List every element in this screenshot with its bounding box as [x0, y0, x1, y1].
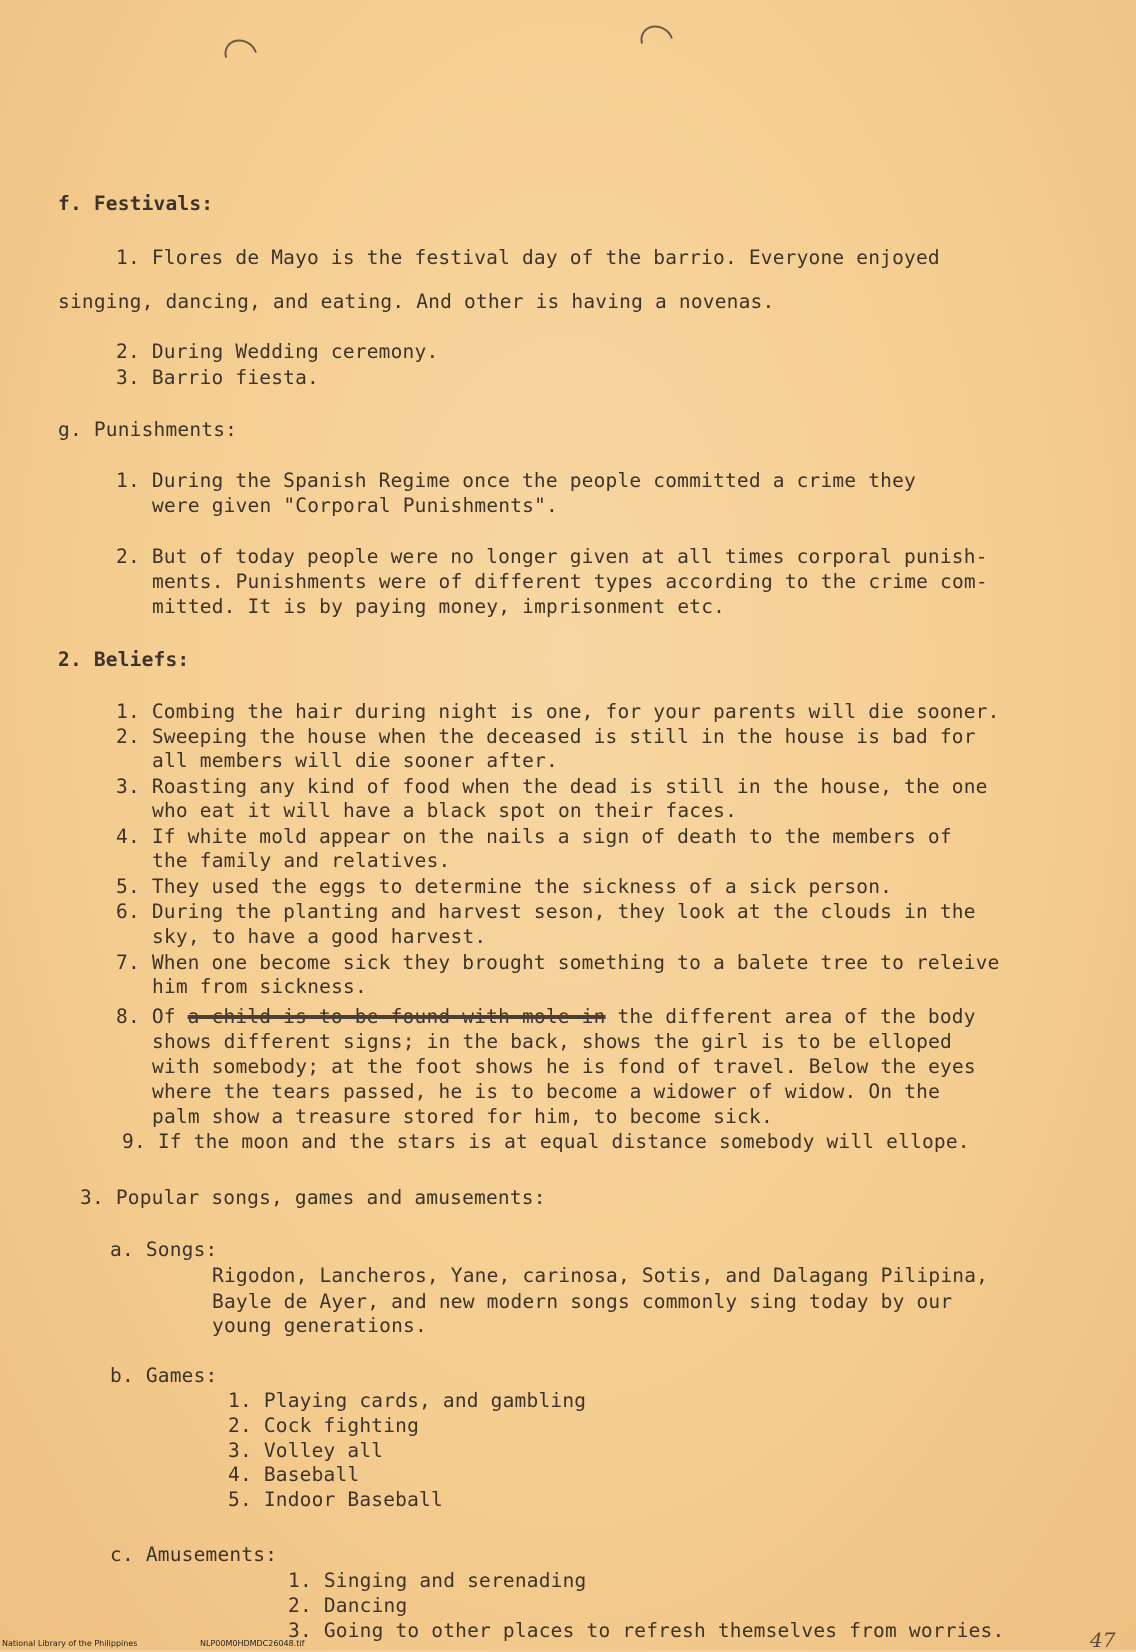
handwritten-page-mark: 47	[1090, 1628, 1116, 1652]
file-identifier: NLP00M0HDMDC26048.tif	[200, 1639, 305, 1648]
punishment-item-2-line-3: mitted. It is by paying money, imprisonment etc.	[152, 595, 726, 618]
festival-item-2: 2. During Wedding ceremony.	[116, 340, 439, 363]
songs-line-2: Bayle de Ayer, and new modern songs commonly sing today by our	[212, 1290, 953, 1313]
belief-8-line-5: palm show a treasure stored for him, to become sick.	[152, 1105, 773, 1128]
punishment-item-2-line-2: ments. Punishments were of different types according to the crime com-	[152, 570, 988, 593]
belief-1: 1. Combing the hair during night is one, for your parents will die sooner.	[116, 700, 1000, 723]
punishments-heading: g. Punishments:	[58, 418, 238, 441]
belief-8-line-4: where the tears passed, he is to become a widower of widow. On the	[152, 1080, 941, 1103]
songs-line-1: Rigodon, Lancheros, Yane, carinosa, Sotis, and Dalagang Pilipina,	[212, 1264, 989, 1287]
library-credit: National Library of the Philippines	[2, 1639, 138, 1648]
game-item: 4. Baseball	[228, 1463, 360, 1486]
festival-item-1-line-1: 1. Flores de Mayo is the festival day of the barrio. Everyone enjoyed	[116, 246, 940, 269]
belief-5: 5. They used the eggs to determine the sickness of a sick person.	[116, 875, 893, 898]
belief-2-line-1: 2. Sweeping the house when the deceased is still in the house is bad for	[116, 725, 976, 748]
amusement-item: 3. Going to other places to refresh themselves from worries.	[288, 1619, 1005, 1642]
belief-6-line-1: 6. During the planting and harvest seson, they look at the clouds in the	[116, 900, 976, 923]
songs-heading: a. Songs:	[110, 1238, 218, 1261]
festival-item-1-line-2: singing, dancing, and eating. And other is having a novenas.	[58, 290, 775, 313]
punishment-item-1-line-2: were given "Corporal Punishments".	[152, 494, 558, 517]
belief-7-line-2: him from sickness.	[152, 975, 367, 998]
belief-8-rest: the different area of the body	[605, 1005, 976, 1028]
belief-9: 9. If the moon and the stars is at equal distance somebody will ellope.	[122, 1130, 970, 1153]
game-item: 5. Indoor Baseball	[228, 1488, 443, 1511]
punishment-item-1-line-1: 1. During the Spanish Regime once the people committed a crime they	[116, 469, 916, 492]
belief-7-line-1: 7. When one become sick they brought something to a balete tree to releive	[116, 951, 1000, 974]
belief-8-prefix: 8. Of	[116, 1005, 188, 1028]
belief-3-line-1: 3. Roasting any kind of food when the dead is still in the house, the one	[116, 775, 988, 798]
songs-line-3: young generations.	[212, 1314, 427, 1337]
game-item: 1. Playing cards, and gambling	[228, 1389, 587, 1412]
belief-8-struck-text: a child is to be found with mole in	[187, 1005, 606, 1028]
belief-6-line-2: sky, to have a good harvest.	[152, 925, 487, 948]
belief-3-line-2: who eat it will have a black spot on their faces.	[152, 799, 738, 822]
punishment-item-2-line-1: 2. But of today people were no longer given at all times corporal punish-	[116, 545, 988, 568]
amusements-heading: c. Amusements:	[110, 1543, 278, 1566]
game-item: 3. Volley all	[228, 1439, 384, 1462]
beliefs-heading: 2. Beliefs:	[58, 648, 190, 671]
belief-4-line-2: the family and relatives.	[152, 849, 451, 872]
belief-4-line-1: 4. If white mold appear on the nails a sign of death to the members of	[116, 825, 952, 848]
popular-heading: 3. Popular songs, games and amusements:	[80, 1186, 546, 1209]
festivals-heading: f. Festivals:	[58, 192, 214, 215]
belief-8-line-1	[116, 1005, 976, 1029]
game-item: 2. Cock fighting	[228, 1414, 420, 1437]
amusement-item: 1. Singing and serenading	[288, 1569, 587, 1592]
amusement-item: 2. Dancing	[288, 1594, 408, 1617]
games-heading: b. Games:	[110, 1364, 218, 1387]
belief-8-line-2: shows different signs; in the back, shows the girl is to be elloped	[152, 1030, 952, 1053]
festival-item-3: 3. Barrio fiesta.	[116, 366, 319, 389]
belief-2-line-2: all members will die sooner after.	[152, 749, 558, 772]
belief-8-line-3: with somebody; at the foot shows he is fond of travel. Below the eyes	[152, 1055, 976, 1078]
